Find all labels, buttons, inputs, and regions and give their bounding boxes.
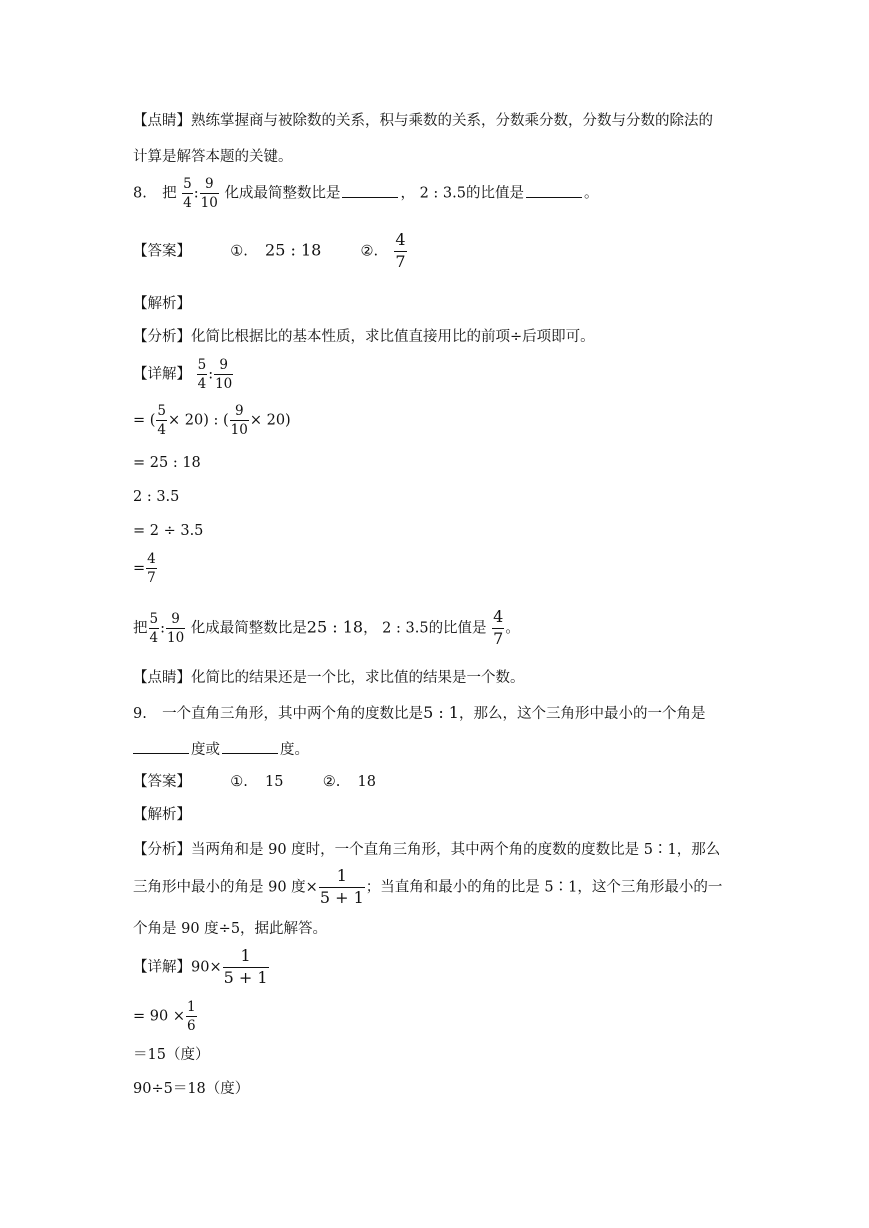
dianjing-line-1 xyxy=(133,114,713,129)
dianjing-8 xyxy=(133,671,525,686)
fraction: $\frac{5}{4}$ xyxy=(149,610,159,646)
math-text: = ( xyxy=(133,412,156,429)
fraction: $\frac{4}{7}$ xyxy=(493,607,504,648)
question-text: 的比值是 xyxy=(465,185,524,202)
text: 化成最简整数比是 xyxy=(190,620,307,637)
question-text: 一个直角三角形，其中两个角的度数比是 xyxy=(162,706,424,722)
answer-marker-1: ①. xyxy=(230,774,248,790)
math-text: × 20) : ( xyxy=(168,412,229,429)
fenxi-9-line-3 xyxy=(133,922,327,937)
fenxi-tag: 【分析】 xyxy=(133,842,191,858)
fraction: $\frac{5}{4}$ xyxy=(157,403,167,439)
question-text: 化成最简整数比是 xyxy=(224,185,341,202)
step-8-5 xyxy=(133,552,158,585)
jiexi-heading-9: 【解析】 xyxy=(133,807,191,823)
math-text: 90× xyxy=(191,959,222,976)
answer-value-2: 18 xyxy=(357,774,376,790)
answer-value-1: 25 : 18 xyxy=(265,240,322,260)
fenxi-tag: 【分析】 xyxy=(133,329,191,345)
answer-blank xyxy=(133,741,189,754)
answer-blank xyxy=(342,185,398,198)
fraction: $\frac{1}{5 + 1}$ xyxy=(223,946,268,987)
xiangjie-9 xyxy=(133,948,270,987)
xiangjie-tag: 【详解】 xyxy=(133,366,191,383)
fenxi-text: ；当直角和最小的角的比是 5∶1，这个三角形最小的一 xyxy=(365,879,723,896)
fraction: $\frac{4}{7}$ xyxy=(147,551,156,587)
answer-marker-2: ②. xyxy=(360,243,379,260)
dianjing-text-2: 计算是解答本题的关键。 xyxy=(133,149,293,165)
text: 的比值是 xyxy=(428,620,487,637)
fenxi-text: 三角形中最小的角是 90 度× xyxy=(133,879,318,896)
answer-marker-2: ②. xyxy=(322,774,341,790)
fenxi-text: 个角是 90 度÷5，据此解答。 xyxy=(133,921,328,937)
step-8-3: 2 : 3.5 xyxy=(133,489,180,505)
fraction: $\frac{1}{6}$ xyxy=(186,999,196,1035)
dianjing-line-2 xyxy=(133,150,293,165)
fenxi-8 xyxy=(133,330,595,345)
question-9-line-2 xyxy=(133,741,309,758)
fraction: $\frac{5}{4}$ xyxy=(197,357,207,393)
question-text: ，那么，这个三角形中最小的一个角是 xyxy=(458,706,706,722)
fenxi-text: 化简比根据比的基本性质，求比值直接用比的前项÷后项即可。 xyxy=(191,329,595,345)
fenxi-9-line-1 xyxy=(133,843,720,858)
answer-value-1: 15 xyxy=(265,774,284,790)
fraction: $\frac{9}{10}$ xyxy=(200,176,218,212)
colon: : xyxy=(193,185,199,202)
answer-tag: 【答案】 xyxy=(133,774,191,790)
step-8-1 xyxy=(133,404,291,437)
fraction: $\frac{9}{10}$ xyxy=(230,403,248,439)
question-number: 8. xyxy=(133,185,147,202)
question-number: 9. xyxy=(133,706,147,722)
step-9-3: 90÷5＝18（度） xyxy=(133,1081,250,1097)
fraction: $\frac{9}{10}$ xyxy=(215,357,233,393)
period: 。 xyxy=(505,620,520,637)
answer-fraction: $\frac{4}{7}$ xyxy=(395,230,406,271)
ratio: 25 : 18 xyxy=(306,617,364,637)
colon: : xyxy=(160,620,165,637)
question-text: 把 xyxy=(162,185,177,202)
dianjing-tag: 【点睛】 xyxy=(133,113,191,129)
math-text: × 20) xyxy=(249,412,291,429)
colon: : xyxy=(208,366,214,383)
period: 。 xyxy=(583,185,599,202)
dianjing-text: 化简比的结果还是一个比，求比值的结果是一个数。 xyxy=(191,670,525,686)
answer-blank xyxy=(526,185,582,198)
ratio: 2 : 3.5 xyxy=(382,620,429,637)
separator: ， xyxy=(400,185,415,202)
ratio: 5 : 1 xyxy=(423,703,459,722)
answer-8 xyxy=(133,232,408,271)
step-9-2: ＝15（度） xyxy=(133,1047,210,1063)
question-9 xyxy=(133,705,705,722)
text: 把 xyxy=(133,620,148,637)
fraction: $\frac{5}{4}$ xyxy=(183,176,192,212)
step-8-2: = 25 : 18 xyxy=(133,455,201,471)
answer-tag: 【答案】 xyxy=(133,243,191,260)
fraction: $\frac{1}{5 + 1}$ xyxy=(319,866,364,907)
fenxi-text: 当两角和是 90 度时，一个直角三角形，其中两个角的度数的度数比是 5∶1，那么 xyxy=(191,842,721,858)
math-text: = xyxy=(133,560,146,577)
question-text: 度或 xyxy=(191,742,220,758)
math-text: = 90 × xyxy=(133,1008,185,1025)
xiangjie-8 xyxy=(133,358,234,391)
fraction: $\frac{9}{10}$ xyxy=(166,610,185,646)
conclusion-8 xyxy=(133,609,520,648)
step-8-4: = 2 ÷ 3.5 xyxy=(133,523,204,539)
question-text: 度。 xyxy=(280,742,309,758)
answer-marker-1: ①. xyxy=(230,243,248,260)
fenxi-9-line-2 xyxy=(133,868,722,907)
jiexi-heading: 【解析】 xyxy=(133,296,191,312)
question-8 xyxy=(133,177,598,210)
separator: ， xyxy=(363,620,378,637)
answer-9 xyxy=(133,775,376,790)
ratio: 2 : 3.5 xyxy=(419,185,466,202)
step-9-1 xyxy=(133,1000,198,1033)
dianjing-tag: 【点睛】 xyxy=(133,670,191,686)
dianjing-text: 熟练掌握商与被除数的关系，积与乘数的关系，分数乘分数，分数与分数的除法的 xyxy=(191,113,713,129)
xiangjie-tag: 【详解】 xyxy=(133,959,191,976)
answer-blank xyxy=(222,741,278,754)
